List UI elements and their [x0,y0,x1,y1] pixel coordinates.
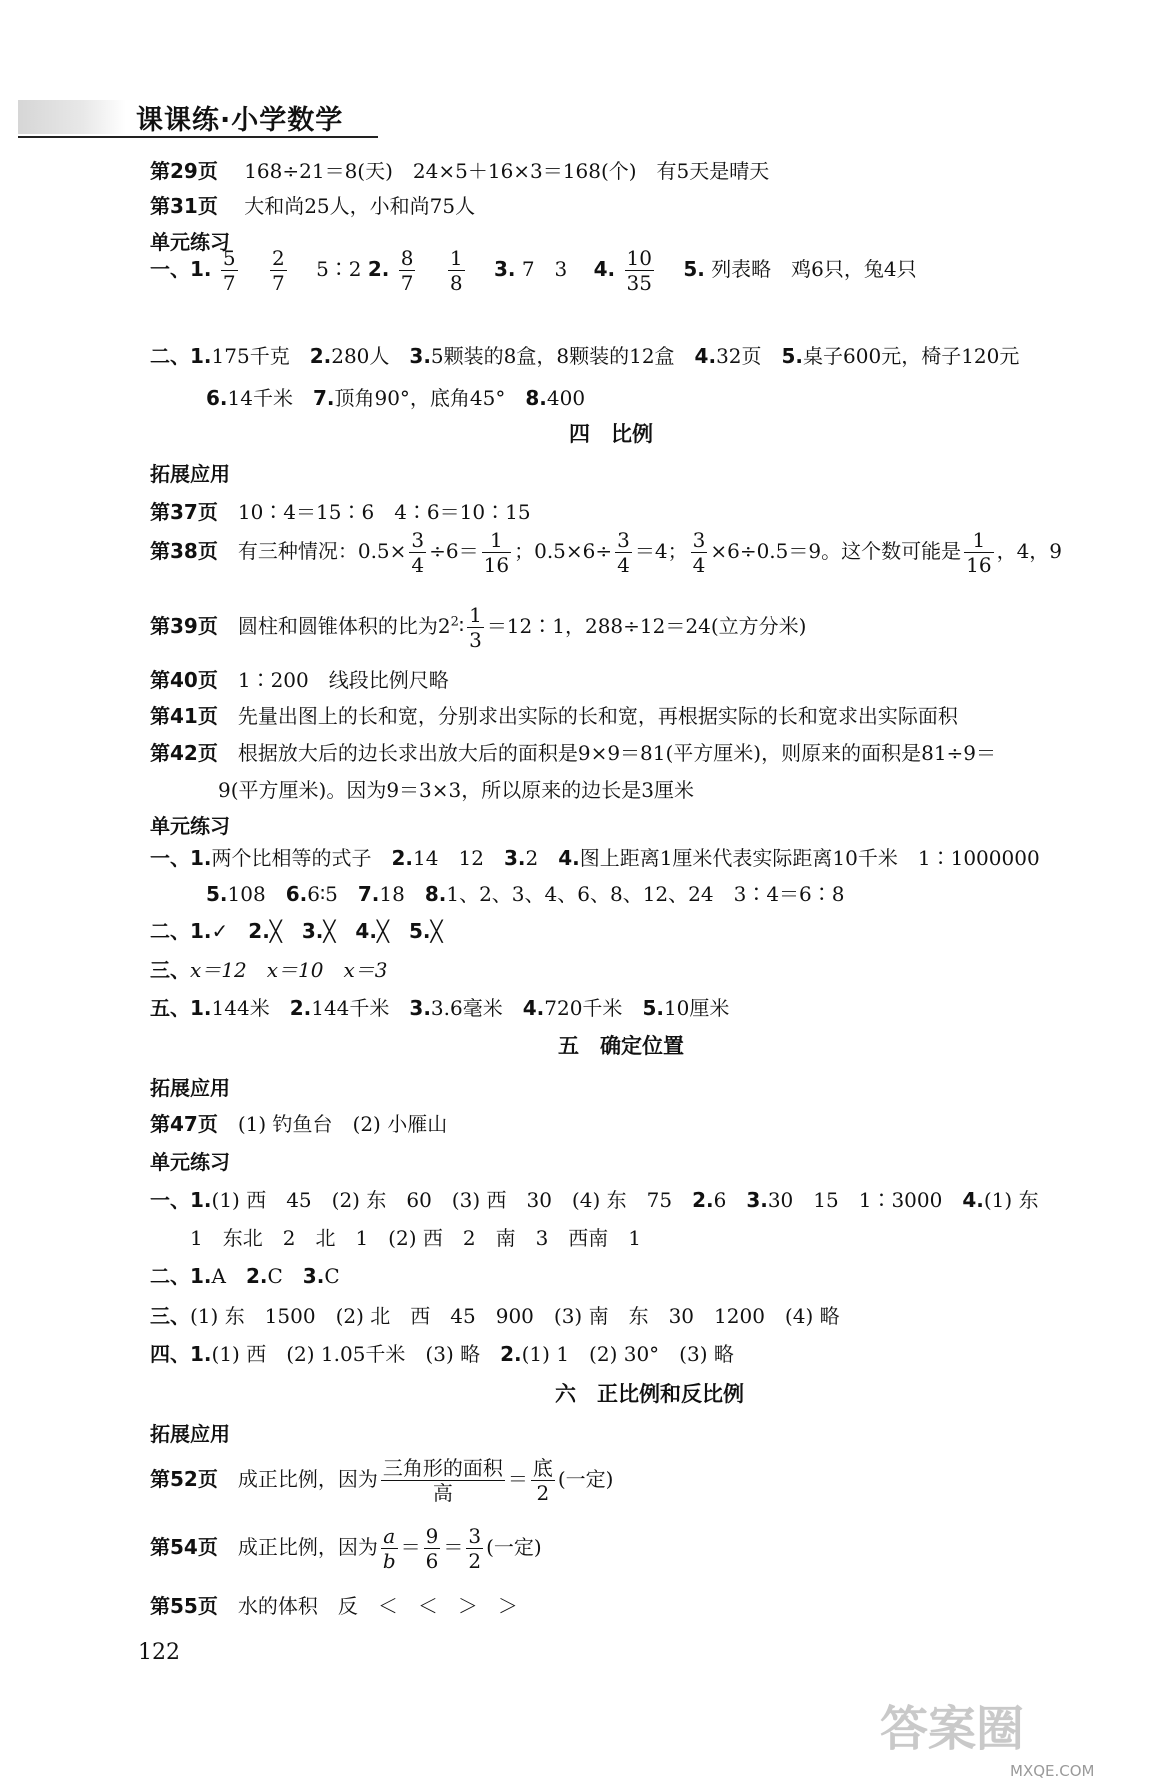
fraction: $\frac{5}{7}$ [222,246,236,295]
answer-line-p42: 第42页 根据放大后的边长求出放大后的面积是9×9＝81(平方厘米)，则原来的面积是81÷9＝ [150,741,997,765]
watermark-url: MXQE.COM [1010,1762,1095,1780]
fraction: $\frac{3}{4}$ [617,528,630,577]
answer-line-p38: 第38页 有三种情况：0.5× $\frac{3}{4}$ ÷6＝ $\frac{1}{16}$ ；0.5×6÷ $\frac{3}{4}$ ＝4； $\frac{3}{4}$ ×6÷0.5＝9。这个数可能是 $\frac{1}{16}$ ，4，9 [150,528,1063,577]
fraction: $\frac{10}{35}$ [626,246,652,295]
unit5-line-2: 二、1.A 2.C 3.C [150,1264,340,1288]
answer-line-p47: 第47页 (1) 钓鱼台 (2) 小雁山 [150,1112,448,1136]
unit5-line-3: 三、(1) 东 1500 (2) 北 西 45 900 (3) 南 东 30 1200 (4) 略 [150,1304,840,1328]
fraction: $\frac{8}{7}$ [400,246,414,295]
chapter-title: 四 比例 [569,422,653,446]
chapter-title: 五 确定位置 [558,1034,684,1058]
header-rule [18,136,378,138]
fraction: $\frac{1}{16}$ [966,528,992,577]
section-heading: 拓展应用 [150,462,230,486]
fraction: $\frac{1}{8}$ [449,246,463,295]
fraction: $\frac{1}{3}$ [469,603,482,652]
chapter-title: 六 正比例和反比例 [555,1382,744,1406]
answer-line-p54: 第54页 成正比例，因为 $\frac{a}{b}$ ＝ $\frac{9}{6}$ ＝ $\frac{3}{2}$ (一定) [150,1524,542,1573]
fraction: $\frac{\text{三角形的面积}}{\text{高}}$ [382,1456,503,1505]
unit5-line-1: 一、1.(1) 西 45 (2) 东 60 (3) 西 30 (4) 东 75 2.6 3.30 15 1∶3000 4.(1) 东 [150,1188,1039,1212]
unit3-line-3: 6.14千米 7.顶角90°，底角45° 8.400 [206,386,586,410]
answer-line-p39: 第39页 圆柱和圆锥体积的比为$2^2∶$ $\frac{1}{3}$ ＝12∶1，288÷12＝24(立方分米) [150,603,807,652]
unit5-line-4: 四、1.(1) 西 (2) 1.05千米 (3) 略 2.(1) 1 (2) 30° (3) 略 [150,1342,734,1366]
fraction: $\frac{3}{4}$ [692,528,706,577]
answer-line-p42-cont: 9(平方厘米)。因为9＝3×3，所以原来的边长是3厘米 [218,778,694,802]
unit4-line-2: 5.108 6.6∶5 7.18 8.1、2、3、4、6、8、12、24 3∶4＝6∶8 [206,882,845,906]
answer-line-p55: 第55页 水的体积 反 ＜ ＜ ＞ ＞ [150,1594,518,1618]
unit4-line-4: 三、x＝12 x＝10 x＝3 [150,958,388,982]
unit4-line-3: 二、1.✓ 2.╳ 3.╳ 4.╳ 5.╳ [150,919,443,943]
fraction: $\frac{\text{底}}{2}$ [532,1456,553,1505]
answer-line-p29: 第29页 168÷21＝8(天) 24×5＋16×3＝168(个) 有5天是晴天 [150,159,770,183]
unit5-line-1b: 1 东北 2 北 1 (2) 西 2 南 3 西南 1 [190,1226,642,1250]
watermark-logo: 答案圈 [880,1701,1025,1757]
answer-line-p52: 第52页 成正比例，因为 $\frac{\text{三角形的面积}}{\text{高}}$ ＝ $\frac{\text{底}}{2}$ (一定) [150,1456,614,1505]
fraction: $\frac{9}{6}$ [425,1524,439,1573]
answer-line-p31: 第31页 大和尚25人，小和尚75人 [150,194,476,218]
fraction: $\frac{1}{16}$ [483,528,510,577]
section-heading: 单元练习 [150,814,230,838]
unit3-line-2: 二、1.175千克 2.280人 3.5颗装的8盒，8颗装的12盒 4.32页 5.桌子600元，椅子120元 [150,344,1020,368]
page-number: 122 [138,1640,180,1665]
header-title: 课课练·小学数学 [136,105,344,136]
unit3-line-1: 一、1. $\frac{5}{7}$ $\frac{2}{7}$ 5∶2 2. $\frac{8}{7}$ $\frac{1}{8}$ 3. 7 3 4. $\frac{10}{35}$ 5. 列表略 鸡6只，兔4只 [150,246,917,295]
section-heading: 拓展应用 [150,1076,230,1100]
section-heading: 单元练习 [150,230,230,254]
answer-line-p41: 第41页 先量出图上的长和宽，分别求出实际的长和宽，再根据实际的长和宽求出实际面积 [150,704,958,728]
fraction: $\frac{a}{b}$ [382,1524,396,1573]
answer-line-p37: 第37页 10∶4＝15∶6 4∶6＝10∶15 [150,500,531,524]
answer-line-p40: 第40页 1∶200 线段比例尺略 [150,668,449,692]
fraction: $\frac{3}{4}$ [411,528,425,577]
section-heading: 单元练习 [150,1150,230,1174]
fraction: $\frac{2}{7}$ [271,246,285,295]
fraction: $\frac{3}{2}$ [468,1524,482,1573]
unit4-line-5: 五、1.144米 2.144千米 3.3.6毫米 4.720千米 5.10厘米 [150,996,730,1020]
unit4-line-1: 一、1.两个比相等的式子 2.14 12 3.2 4.图上距离1厘米代表实际距离10千米 1∶1000000 [150,846,1040,870]
section-heading: 拓展应用 [150,1422,230,1446]
